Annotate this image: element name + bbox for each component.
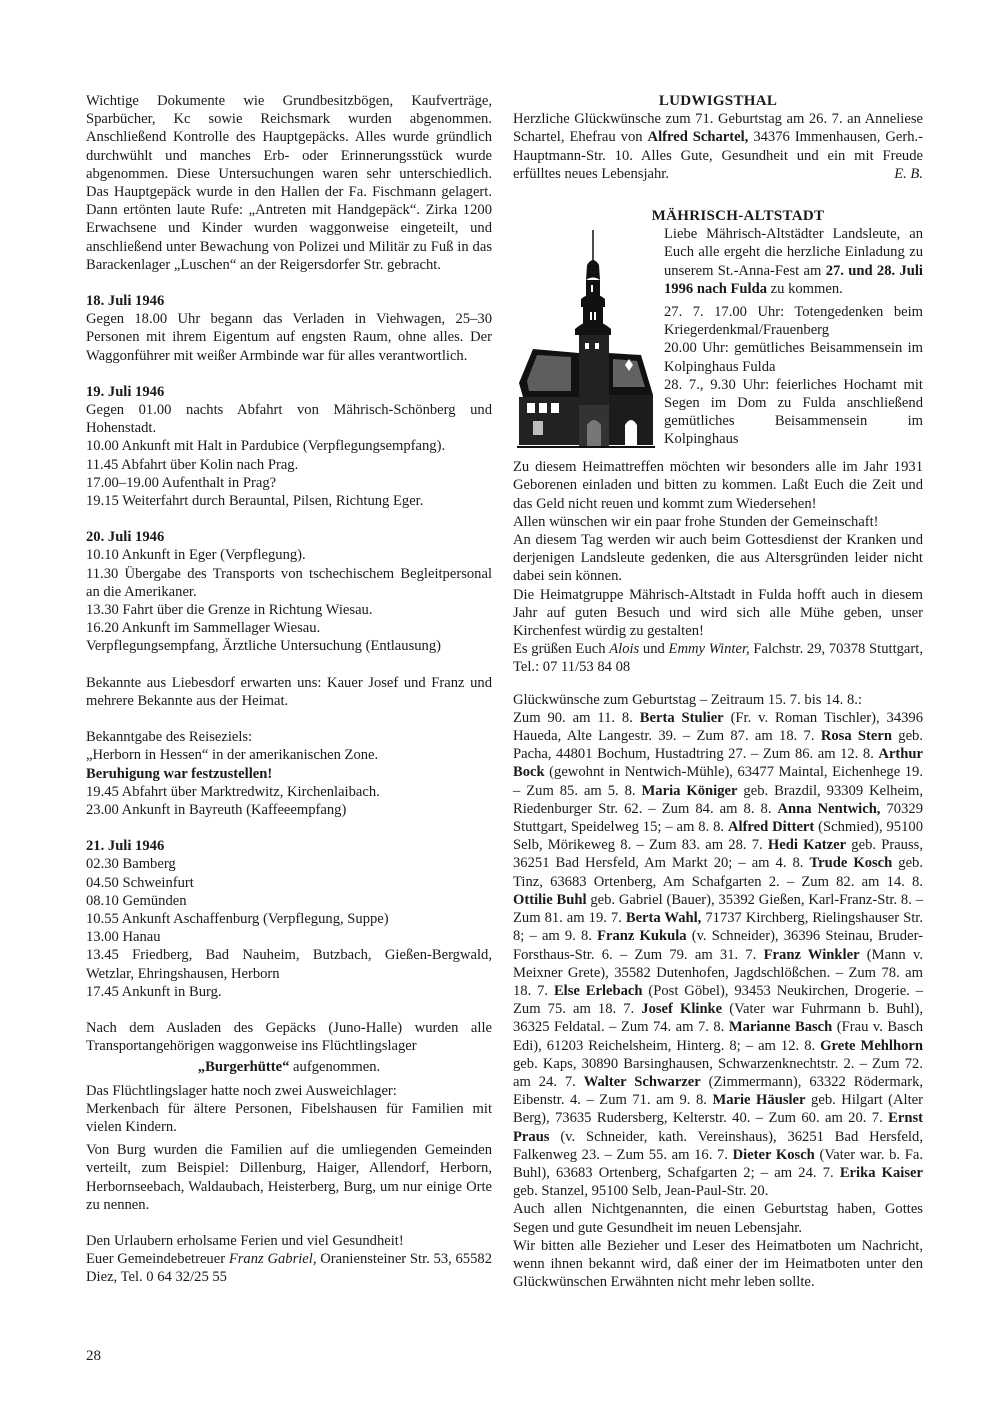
camp-line — [86, 1058, 492, 1076]
birthday-details: (v. Schneider, kath. Vereinshaus), 36251 Bad Hersfeld, Falkenweg 23. – — [513, 1128, 923, 1163]
birthday-details: (Mann v. Meixner Grete), 35582 Dutenhofen, Jagdschlößchen. – — [513, 946, 923, 981]
greeting-name-2: Emmy Winter, — [668, 641, 750, 658]
birthday-date: am 4. 8. — [751, 855, 810, 872]
program-item: 20.00 Uhr: gemütliches Beisammensein im Kolpinghaus Fulda — [664, 340, 923, 375]
altstadt-paragraph: Die Heimatgruppe Mährisch-Altstadt in Fulda hofft auch in diesem Jahr auf guten Besuch und wird sich alle Mühe geben, unser Kirchenfest würdig zu gestalten! — [513, 586, 923, 640]
birthday-name: Erika Kaiser — [839, 1164, 923, 1181]
altstadt-section — [513, 207, 923, 677]
birthday-details: (gewohnt in Nentwich-Mühle), 63477 Maintal, Eichenhege 19. – — [513, 764, 923, 799]
birthday-name: Rosa Stern — [820, 728, 892, 745]
birthday-heading: Glückwünsche zum Geburtstag – Zeitraum 15. 7. bis 14. 8.: — [513, 691, 862, 708]
bold-name: Alfred Schartel, — [647, 129, 749, 146]
birthday-date: Zum 78. am 18. 7. — [513, 964, 923, 999]
day-18-text: Gegen 18.00 Uhr begann das Verladen in Viehwagen, 25–30 Personen mit ihrem Eigentum auf engsten Raum, ohne alles. Der Waggonführer mit weißer Armbinde war für alles verantwortlich. — [86, 311, 492, 364]
greeting-prefix: Es grüßen Euch — [513, 641, 610, 658]
birthday-date: Zum 82. am 14. 8. — [801, 873, 923, 890]
camp-name: „Burgerhütte“ — [197, 1059, 290, 1076]
greeting-and: und — [639, 641, 669, 658]
birthday-details: geb. Kaps, 30890 Barsinghausen, Schwarzenknechtstr. 2. – — [513, 1055, 873, 1072]
birthday-name: Marianne Basch — [728, 1019, 833, 1036]
section-title-ludwigsthal: LUDWIGSTHAL — [658, 93, 778, 109]
birthday-date: am 12. 8. — [758, 1037, 821, 1054]
program-item: 28. 7., 9.30 Uhr: feierliches Hochamt mit Segen im Dom zu Fulda anschließend gemütliches Beisammensein im Kolpinghaus — [664, 376, 923, 448]
invitation-b: zu kommen. — [767, 280, 843, 297]
left-column — [86, 92, 492, 1287]
author-address: Oraniensteiner Str. 53, 65582 Diez, Tel. 0 64 32/25 55 — [86, 1251, 492, 1286]
birthday-name: Berta Wahl, — [625, 910, 702, 927]
page-number: 28 — [86, 1348, 101, 1364]
birthday-date: Zum 86. am 12. 8. — [762, 746, 879, 763]
birthday-date: Zum 55. am 16. 7. — [616, 1146, 733, 1163]
alt-camps-line: Merkenbach für ältere Personen, Fibelshausen für Familien mit vielen Kindern. — [86, 1100, 492, 1135]
day-21-line: 10.55 Ankunft Aschaffenburg (Verpflegung, Suppe) — [86, 910, 389, 927]
birthday-name: Dieter Kosch — [732, 1146, 815, 1163]
birthday-details: (Schmied), 95100 Selb, Mörikeweg 8. – — [513, 819, 923, 854]
destination-line: 23.00 Ankunft in Bayreuth (Kaffeeempfang) — [86, 801, 347, 818]
birthday-date: Zum 79. am 31. 7. — [634, 946, 764, 963]
birthday-date: Zum 74. am 7. 8. — [620, 1019, 729, 1036]
closing-signoff — [86, 1250, 492, 1286]
birthday-details: geb. Brazdil, 93309 Kelheim, Riedenburger Str. 62. – — [513, 782, 923, 817]
day-21-line: 08.10 Gemünden — [86, 892, 187, 909]
day-19-line: Gegen 01.00 nachts Abfahrt von Mährisch-Schönberg und Hohenstadt. — [86, 402, 492, 437]
birthday-name: Maria Königer — [641, 782, 738, 799]
day-21-line: 13.00 Hanau — [86, 929, 161, 946]
destination-label: Bekanntgabe des Reiseziels: — [86, 729, 253, 746]
birthday-date: Zum 90. am 11. 8. — [513, 709, 640, 726]
destination-value: „Herborn in Hessen“ in der amerikanischen Zone. — [86, 747, 379, 764]
day-19-line: 19.15 Weiterfahrt durch Berauntal, Pilsen, Richtung Eger. — [86, 493, 424, 510]
signature: E. B. — [894, 165, 923, 182]
alt-camps-line: Das Flüchtlingslager hatte noch zwei Ausweichlager: — [86, 1082, 397, 1099]
birthday-name: Anna Nentwich, — [777, 800, 881, 817]
birthday-details: 70329 Stuttgart, Speidelweg 15; – — [513, 800, 923, 836]
altstadt-paragraph: Allen wünschen wir ein paar frohe Stunden der Gemeinschaft! — [513, 513, 879, 530]
day-20-line: 10.10 Ankunft in Eger (Verpflegung). — [86, 547, 306, 564]
birthday-date: Zum 71. am 9. 8. — [599, 1092, 713, 1109]
distribution-paragraph: Von Burg wurden die Familien auf die umliegenden Gemeinden verteilt, zum Beispiel: Dillenburg, Haiger, Allendorf, Herborn, Herbornseebach, Waldaubach, Heisterberg, Burg, um nur einige Orte zu nennen. — [86, 1142, 492, 1213]
birthday-date: Zum 83. am 28. 7. — [648, 837, 768, 854]
right-column — [513, 92, 923, 1291]
birthday-name: Walter Schwarzer — [583, 1073, 701, 1090]
birthday-name: Josef Klinke — [641, 1001, 723, 1018]
closing-wish: Den Urlaubern erholsame Ferien und viel Gesundheit! — [86, 1232, 404, 1249]
invitation-date: 27. und 28. Juli 1996 nach Fulda — [664, 262, 923, 297]
day-20-line: 11.30 Übergabe des Transports von tschechischem Begleitpersonal an die Amerikaner. — [86, 565, 492, 600]
invitation-a: Liebe Mährisch-Altstädter Landsleute, an Euch alle ergeht die herzliche Einladung zu unserem St.-Anna-Fest am — [664, 226, 923, 279]
birthday-list — [513, 709, 923, 1200]
ludwigsthal-text — [513, 110, 923, 183]
ludwigsthal-text-b: 34376 Immenhausen, Gerh.-Hauptmann-Str. 10. Alles Gute, Gesundheit und ein mit Freude erfülltes neues Lebensjahr. — [513, 129, 924, 182]
birthday-details: (Post Göbel), 93453 Neukirchen, Drogerie. – — [642, 982, 923, 999]
birthday-name: Grete Mehlhorn — [820, 1037, 923, 1054]
birthday-details: (Fr. v. Roman Tischler), 34396 Haueda, Alte Langestr. 39. – — [513, 709, 924, 745]
ludwigsthal-text-a: Herzliche Glückwünsche zum 71. Geburtstag am 26. 7. an Anneliese Schartel, Ehefrau von — [513, 111, 923, 146]
acquaintances-paragraph: Bekannte aus Liebesdorf erwarten uns: Kauer Josef und Franz und mehrere Bekannte aus der Heimat. — [86, 674, 492, 709]
birthday-date: Zum 72. am 24. 7. — [513, 1055, 923, 1090]
altstadt-invitation — [664, 225, 923, 455]
birthday-date: Zum 60. am 20. 7. — [768, 1110, 889, 1127]
altstadt-greeting — [513, 640, 923, 676]
birthday-name: Franz Winkler — [763, 946, 860, 963]
birthday-date: am 9. 8. — [541, 928, 598, 945]
birthday-details: geb. Pacha, 44801 Bochum, Hustadtring 27. – — [513, 728, 924, 763]
destination-line: 19.45 Abfahrt über Marktredwitz, Kirchenlaibach. — [86, 783, 380, 800]
birthday-date: am 8. 8. — [676, 819, 728, 836]
birthday-details: geb. Gabriel (Bauer), 35392 Gießen, Karl-Franz-Str. 8. – — [586, 891, 923, 908]
greeting-name-1: Alois — [609, 641, 640, 658]
date-heading-18-july: 18. Juli 1946 — [86, 293, 165, 310]
intro-paragraph: Wichtige Dokumente wie Grundbesitzbögen, Kaufverträge, Sparbücher, Kc sowie Reichsmark wurden abgenommen. Anschließend Kontrolle des Hauptgepäcks. Alles wurde gründlich durchwühlt und manches Erb- oder Erinnerungsstück wurde abgenommen. Diese Untersuchungen waren sehr unterschiedlich. Das Hauptgepäck wurde in den Hallen der Fa. Fischmann gelagert. Dann ertönten laute Rufe: „Antreten mit Handgepäck“. Zirka 1200 Erwachsene und Kinder wurden waggonweise eingeteilt, und anschließend unter Bewachung von Polizei und Militär zu Fuß in das Barackenlager „Luschen“ an der Reigersdorfer Str. gebracht. — [86, 93, 492, 273]
birthday-date: Zum 87. am 18. 7. — [696, 728, 821, 745]
birthday-date: Zum 85. am 5. 8. — [526, 782, 642, 799]
church-icon — [513, 225, 658, 455]
birthday-details: (Vater war. b. Fa. Buhl), 63683 Ortenberg, Schafgarten 2; – — [513, 1146, 923, 1181]
author-name: Franz Gabriel, — [228, 1251, 317, 1268]
birthday-details: geb. Prauss, 36251 Bad Hersfeld, Am Markt 20; – — [513, 837, 923, 872]
day-20-line: 13.30 Fahrt über die Grenze in Richtung Wiesau. — [86, 602, 373, 619]
birthday-name: Franz Kukula — [597, 928, 687, 945]
birthday-details: (Vater war Fuhrmann b. Buhl), 36325 Feldatal. – — [513, 1001, 923, 1036]
day-21-line: 02.30 Bamberg — [86, 856, 176, 873]
birthday-date: am 24. 7. — [774, 1164, 840, 1181]
birthday-details: geb. Stanzel, 95100 Selb, Jean-Paul-Str. 20. — [513, 1183, 769, 1200]
birthday-details: 71737 Kirchberg, Rielingshauser Str. 8; – — [513, 910, 923, 945]
birthday-name: Ernst Praus — [513, 1110, 923, 1145]
day-19-line: 10.00 Ankunft mit Halt in Pardubice (Verpflegungsempfang). — [86, 438, 446, 455]
day-21-line: 13.45 Friedberg, Bad Nauheim, Butzbach, Gießen-Bergwald, Wetzlar, Ehringshausen, Herborn — [86, 947, 492, 982]
section-title-altstadt: MÄHRISCH-ALTSTADT — [651, 208, 825, 225]
day-20-line: Verpflegungsempfang, Ärztliche Untersuchung (Entlausung) — [86, 638, 442, 655]
birthday-closing: Auch allen Nichtgenannten, die einen Geburtstag haben, Gottes Segen und gute Gesundheit im neuen Lebensjahr. — [513, 1201, 923, 1236]
birthday-name: Hedi Katzer — [767, 837, 847, 854]
day-21-line: 17.45 Ankunft in Burg. — [86, 983, 222, 1000]
ludwigsthal-section — [513, 92, 923, 183]
camp-suffix: aufgenommen. — [289, 1059, 381, 1076]
birthday-name: Berta Stulier — [639, 709, 724, 726]
day-20-line: 16.20 Ankunft im Sammellager Wiesau. — [86, 620, 321, 637]
date-heading-19-july: 19. Juli 1946 — [86, 383, 165, 400]
birthday-date: Zum 81. am 19. 7. — [513, 910, 626, 927]
birthday-details: geb. Hilgart (Alter Berg), 73635 Rudersberg, Kelterstr. 40. – — [513, 1092, 923, 1127]
birthday-details: (Frau v. Basch Edi), 61203 Reichelsheim, Hinterg. 8; – — [513, 1019, 923, 1054]
relief-statement: Beruhigung war festzustellen! — [86, 765, 273, 782]
birthday-name: Arthur Bock — [513, 746, 923, 781]
birthday-date: Zum 84. am 8. 8. — [661, 800, 778, 817]
altstadt-paragraph: Zu diesem Heimattreffen möchten wir besonders alle im Jahr 1931 Geborenen einladen und bitten zu kommen. Laßt Euch die Zeit und das Geld nicht reuen und kommt zum Wiedersehen! — [513, 459, 923, 512]
birthday-details: (Zimmermann), 63322 Rödermark, Eibenstr. 4. – — [513, 1073, 924, 1109]
church-illustration — [513, 225, 658, 455]
invitation-text — [664, 225, 923, 298]
day-19-line: 11.45 Abfahrt über Kolin nach Prag. — [86, 456, 299, 473]
birthday-details: (v. Schneider), 36396 Steinau, Bruder-Forsthaus-Str. 6. – — [513, 928, 924, 963]
greeting-address: Falchstr. 29, 70378 Stuttgart, Tel.: 07 11/53 84 08 — [513, 641, 923, 676]
birthday-name: Trude Kosch — [809, 855, 893, 872]
altstadt-paragraph: An diesem Tag werden wir auch beim Gottesdienst der Kranken und derjenigen Landsleute gedenken, die aus Altersgründen leider nicht dabei sein können. — [513, 532, 923, 585]
signoff-prefix: Euer Gemeindebetreuer — [86, 1251, 229, 1268]
birthday-name: Else Erlebach — [553, 982, 643, 999]
birthday-name: Ottilie Buhl — [513, 891, 587, 908]
day-21-line: 04.50 Schweinfurt — [86, 874, 194, 891]
birthday-name: Alfred Dittert — [727, 819, 815, 836]
day-19-line: 17.00–19.00 Aufenthalt in Prag? — [86, 474, 277, 491]
date-heading-20-july: 20. Juli 1946 — [86, 529, 165, 546]
date-heading-21-july: 21. Juli 1946 — [86, 838, 165, 855]
birthday-closing: Wir bitten alle Bezieher und Leser des Heimatboten um Nachricht, wenn ihnen bekannt wird, daß einer der im Heimatboten unter den Glückwünschen Erwähnten nicht mehr leben sollte. — [513, 1237, 923, 1291]
unloading-paragraph: Nach dem Ausladen des Gepäcks (Juno-Halle) wurden alle Transportangehörigen waggonweise ins Flüchtlingslager — [86, 1019, 492, 1055]
program-item: 27. 7. 17.00 Uhr: Totengedenken beim Kriegerdenkmal/Frauenberg — [664, 304, 923, 339]
birthday-details: geb. Tinz, 63683 Ortenberg, Am Schafgarten 2. – — [513, 855, 924, 890]
birthday-date: Zum 75. am 18. 7. — [513, 1001, 642, 1018]
birthday-name: Marie Häusler — [712, 1092, 806, 1109]
birthday-section — [513, 691, 923, 1292]
